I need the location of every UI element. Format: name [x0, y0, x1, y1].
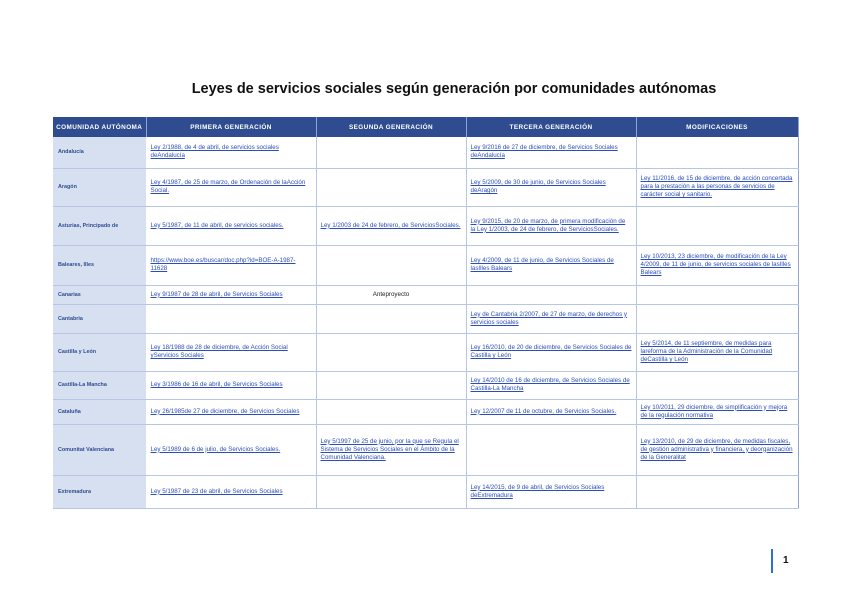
- cell-tercera: [466, 424, 636, 475]
- law-link[interactable]: Ley 4/2009, de 11 de junio, de Servicios Sociales de lasIlles Balears: [470, 257, 614, 272]
- cell-modificaciones: [636, 168, 798, 206]
- law-link[interactable]: Ley 5/2014, de 11 septiembre, de medidas para lareforma de la Administración de la Comunidad deCastilla y León: [640, 340, 773, 363]
- cell-tercera: [466, 285, 636, 304]
- cell-segunda: [316, 371, 466, 399]
- cell-segunda: [316, 245, 466, 285]
- cell-comunidad: Extremadura: [53, 475, 146, 508]
- header-segunda-generacion: SEGUNDA GENERACIÓN: [316, 117, 466, 137]
- cell-tercera: [466, 206, 636, 245]
- law-link[interactable]: Ley 5/1997 de 25 de junio, por la que se Regula el Sistema de Servicios Sociales en el Ámbito de la Comunidad Valenciana.: [320, 437, 459, 461]
- cell-tercera: [466, 137, 636, 168]
- law-link[interactable]: Ley 10/2013, 23 diciembre, de modificación de la Ley 4/2009, de 11 de junio, de servicios sociales de lasIlles Balears: [640, 253, 791, 276]
- cell-comunidad: Canarias: [53, 285, 146, 304]
- cell-primera: [146, 399, 316, 424]
- table-row: [53, 285, 798, 304]
- law-link[interactable]: Ley 1/2003 de 24 de febrero, de ServiciosSociales.: [320, 221, 461, 229]
- cell-segunda: Anteproyecto: [316, 285, 466, 304]
- laws-table: [53, 117, 799, 509]
- cell-segunda: [316, 137, 466, 168]
- cell-modificaciones: [636, 137, 798, 168]
- law-link[interactable]: Ley 18/1988 de 28 de diciembre, de Acción Social yServicios Sociales: [150, 344, 288, 359]
- law-link[interactable]: Ley 10/2011, 29 diciembre, de simplificación y mejora de la regulación normativa: [640, 403, 788, 419]
- cell-tercera: [466, 475, 636, 508]
- header-tercera-generacion: TERCERA GENERACIÓN: [466, 117, 636, 137]
- cell-modificaciones: [636, 304, 798, 333]
- table-row: [53, 333, 798, 371]
- cell-primera: [146, 304, 316, 333]
- header-primera-generacion: PRIMERA GENERACIÓN: [146, 117, 316, 137]
- law-link[interactable]: Ley 12/2007 de 11 de octubre, de Servicios Sociales.: [470, 407, 617, 415]
- table-row: [53, 137, 798, 168]
- cell-tercera: [466, 168, 636, 206]
- law-link[interactable]: Ley de Cantabria 2/2007, de 27 de marzo, de derechos y servicios sociales: [470, 310, 628, 326]
- cell-segunda: [316, 475, 466, 508]
- cell-modificaciones: [636, 424, 798, 475]
- cell-segunda: [316, 399, 466, 424]
- table-row: [53, 399, 798, 424]
- cell-modificaciones: [636, 285, 798, 304]
- law-link[interactable]: Ley 5/1989 de 6 de julio, de Servicios Sociales.: [150, 445, 281, 453]
- law-link[interactable]: Ley 9/2015, de 20 de marzo, de primera modificación de la Ley 1/2003, de 24 de febrero, de ServiciosSociales.: [470, 217, 626, 233]
- cell-primera: [146, 371, 316, 399]
- cell-primera: [146, 285, 316, 304]
- cell-segunda: [316, 333, 466, 371]
- law-link[interactable]: Ley 9/1987 de 28 de abril, de Servicios Sociales: [150, 290, 283, 298]
- cell-modificaciones: [636, 245, 798, 285]
- law-link[interactable]: Ley 14/2010 de 16 de diciembre, de Servicios Sociales de Castilla-La Mancha: [470, 377, 630, 392]
- law-link[interactable]: Ley 3/1986 de 16 de abril, de Servicios Sociales: [150, 381, 283, 388]
- table-row: [53, 206, 798, 245]
- page-number: 1: [771, 549, 811, 573]
- cell-comunidad: Cataluña: [53, 399, 146, 424]
- cell-comunidad: Castilla-La Mancha: [53, 371, 146, 399]
- cell-modificaciones: [636, 475, 798, 508]
- cell-comunidad: Castilla y León: [53, 333, 146, 371]
- law-link[interactable]: Ley 5/2009, de 30 de junio, de Servicios Sociales deAragón: [470, 179, 606, 194]
- law-link[interactable]: Ley 5/1987 de 23 de abril, de Servicios Sociales: [150, 487, 283, 495]
- law-link[interactable]: Ley 5/1987, de 11 de abril, de servicios sociales.: [150, 221, 284, 229]
- cell-tercera: [466, 245, 636, 285]
- cell-segunda: [316, 304, 466, 333]
- table-row: [53, 304, 798, 333]
- cell-comunidad: Asturias, Principado de: [53, 206, 146, 245]
- cell-comunidad: Aragón: [53, 168, 146, 206]
- cell-segunda: [316, 206, 466, 245]
- table-row: [53, 475, 798, 508]
- cell-primera: [146, 475, 316, 508]
- document-title: Leyes de servicios sociales según generación por comunidades autónomas: [191, 81, 717, 97]
- table-row: [53, 424, 798, 475]
- cell-primera: [146, 333, 316, 371]
- law-link[interactable]: Ley 16/2010, de 20 de diciembre, de Servicios Sociales de Castilla y León: [470, 344, 632, 359]
- table-row: [53, 245, 798, 285]
- cell-primera: [146, 168, 316, 206]
- cell-primera: [146, 206, 316, 245]
- cell-primera: [146, 245, 316, 285]
- cell-tercera: [466, 371, 636, 399]
- law-link[interactable]: Ley 9/2016 de 27 de diciembre, de Servicios Sociales deAndalucía: [470, 144, 618, 160]
- cell-comunidad: Andalucía: [53, 137, 146, 168]
- table-row: [53, 168, 798, 206]
- law-link[interactable]: Ley 13/2010, de 29 de diciembre, de medidas fiscales, de gestión administrativa y financiera, y deorganización de la Generalitat: [640, 437, 793, 461]
- cell-tercera: [466, 399, 636, 424]
- cell-segunda: [316, 168, 466, 206]
- cell-comunidad: Cantabria: [53, 304, 146, 333]
- cell-modificaciones: [636, 333, 798, 371]
- cell-modificaciones: [636, 371, 798, 399]
- table-row: [53, 371, 798, 399]
- cell-tercera: [466, 333, 636, 371]
- header-comunidad: COMUNIDAD AUTÓNOMA: [53, 117, 146, 137]
- law-link[interactable]: Ley 11/2016, de 15 de diciembre, de acción concertada para la prestación a las personas de servicios de carácter social y sanitario.: [640, 175, 793, 198]
- law-link[interactable]: Ley 4/1987, de 25 de marzo, de Ordenación de laAcción Social.: [150, 179, 306, 194]
- law-link[interactable]: Ley 26/1985de 27 de diciembre, de Servicios Sociales: [150, 407, 300, 415]
- cell-primera: [146, 137, 316, 168]
- law-link[interactable]: https://www.boe.es/buscar/doc.php?id=BOE-A-1987-11628: [150, 257, 296, 272]
- cell-modificaciones: [636, 206, 798, 245]
- cell-comunidad: Baleares, Illes: [53, 245, 146, 285]
- table-header-row: [53, 117, 798, 137]
- cell-tercera: [466, 304, 636, 333]
- cell-primera: [146, 424, 316, 475]
- law-link[interactable]: Ley 14/2015, de 9 de abril, de Servicios Sociales deExtremadura: [470, 483, 605, 499]
- cell-comunidad: Comunitat Valenciana: [53, 424, 146, 475]
- cell-modificaciones: [636, 399, 798, 424]
- header-modificaciones: MODIFICACIONES: [636, 117, 798, 137]
- cell-segunda: [316, 424, 466, 475]
- law-link[interactable]: Ley 2/1988, de 4 de abril, de servicios sociales deAndalucía: [150, 144, 279, 160]
